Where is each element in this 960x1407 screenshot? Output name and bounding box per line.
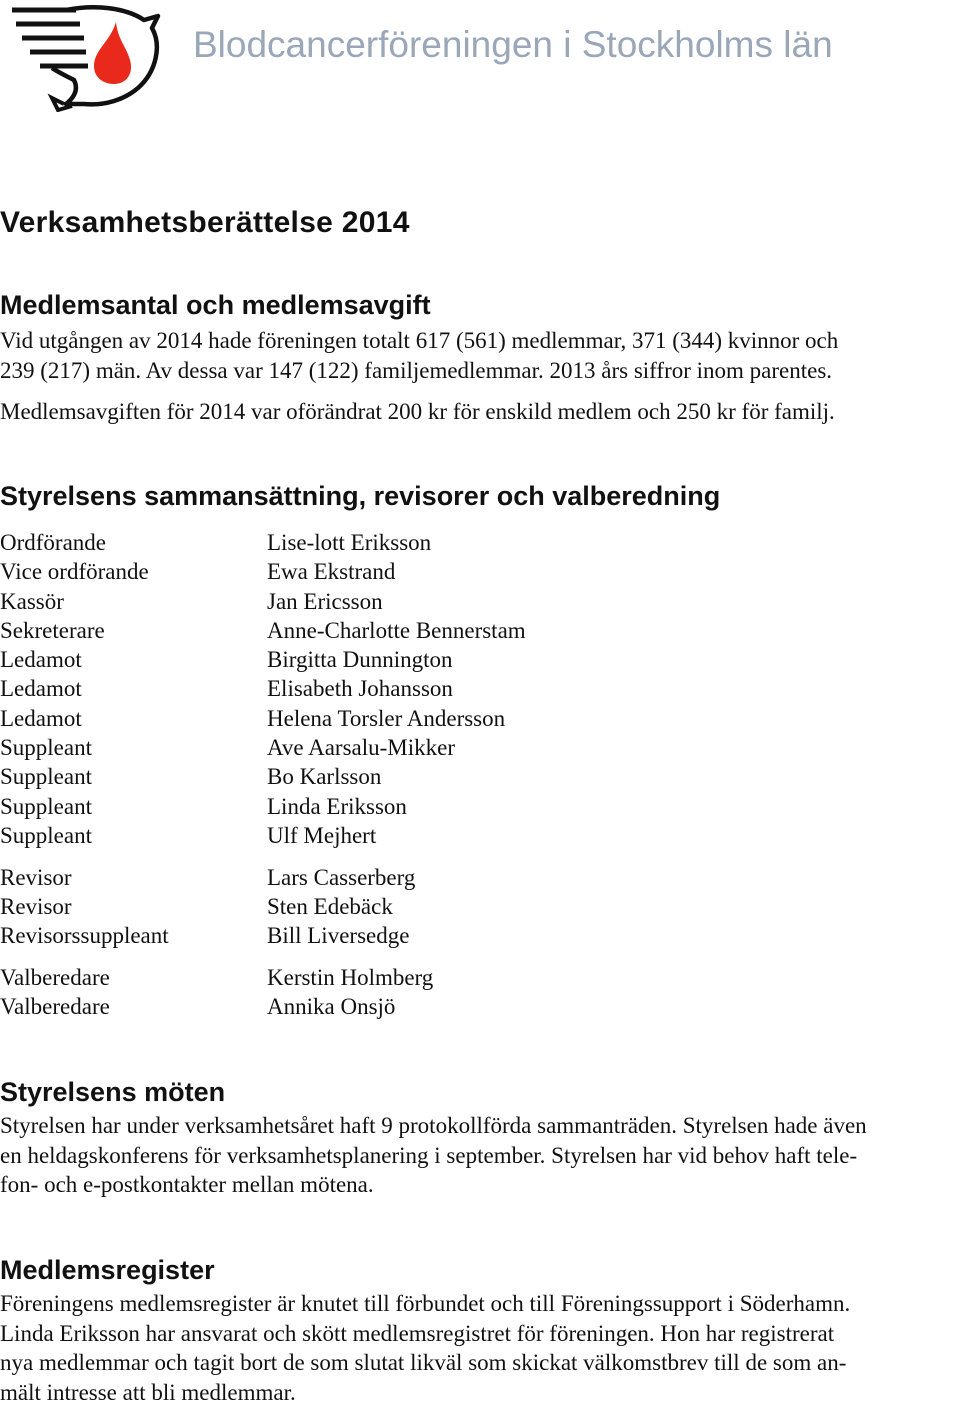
person-name: Sten Edebäck [267, 892, 393, 921]
role-label: Suppleant [0, 792, 267, 821]
board-roster [0, 528, 700, 1022]
person-name: Linda Eriksson [267, 792, 407, 821]
register-line-4: mält intresse att bli medlemmar. [0, 1378, 850, 1407]
members-line-2: 239 (217) män. Av dessa var 147 (122) familjemedlemmar. 2013 års siffror inom parentes. [0, 356, 838, 386]
person-name: Ulf Mejhert [267, 821, 376, 850]
roster-row [0, 528, 700, 557]
person-name: Lise-lott Eriksson [267, 528, 431, 557]
roster-row [0, 921, 700, 950]
register-line-1: Föreningens medlemsregister är knutet till förbundet och till Föreningssupport i Söderhamn. [0, 1289, 850, 1319]
person-name: Helena Torsler Andersson [267, 704, 505, 733]
register-line-3: nya medlemmar och tagit bort de som slutat likväl som skickat välkomstbrev till de som an- [0, 1348, 850, 1378]
person-name: Ewa Ekstrand [267, 557, 395, 586]
role-label: Revisorssuppleant [0, 921, 267, 950]
roster-row [0, 557, 700, 586]
roster-row [0, 674, 700, 703]
auditor-group [0, 863, 700, 951]
person-name: Ave Aarsalu-Mikker [267, 733, 455, 762]
role-label: Suppleant [0, 821, 267, 850]
roster-row [0, 892, 700, 921]
meetings-line-3: fon- och e-postkontakter mellan mötena. [0, 1170, 867, 1200]
roster-row [0, 733, 700, 762]
dove-logo-icon [6, 2, 166, 112]
board-heading: Styrelsens sammansättning, revisorer och valberedning [0, 481, 720, 512]
roster-row [0, 792, 700, 821]
roster-row [0, 762, 700, 791]
roster-row [0, 992, 700, 1021]
role-label: Vice ordförande [0, 557, 267, 586]
person-name: Anne-Charlotte Bennerstam [267, 616, 526, 645]
person-name: Birgitta Dunnington [267, 645, 453, 674]
role-label: Ledamot [0, 645, 267, 674]
roster-row [0, 616, 700, 645]
role-label: Ledamot [0, 704, 267, 733]
person-name: Annika Onsjö [267, 992, 395, 1021]
register-paragraph [0, 1289, 850, 1407]
roster-row [0, 863, 700, 892]
person-name: Kerstin Holmberg [267, 963, 433, 992]
nomination-group [0, 963, 700, 1022]
members-line-3: Medlemsavgiften för 2014 var oförändrat 200 kr för enskild medlem och 250 kr för familj. [0, 397, 838, 427]
register-line-2: Linda Eriksson har ansvarat och skött medlemsregistret för föreningen. Hon har registrerat [0, 1319, 850, 1349]
roster-row [0, 963, 700, 992]
person-name: Lars Casserberg [267, 863, 415, 892]
members-paragraph [0, 326, 838, 427]
role-label: Revisor [0, 863, 267, 892]
person-name: Jan Ericsson [267, 587, 383, 616]
role-label: Suppleant [0, 733, 267, 762]
roster-row [0, 821, 700, 850]
board-group [0, 528, 700, 850]
organization-name: Blodcancerföreningen i Stockholms län [193, 24, 833, 66]
roster-row [0, 704, 700, 733]
person-name: Bill Liversedge [267, 921, 409, 950]
register-heading: Medlemsregister [0, 1255, 215, 1286]
role-label: Valberedare [0, 963, 267, 992]
role-label: Ledamot [0, 674, 267, 703]
roster-row [0, 587, 700, 616]
members-heading: Medlemsantal och medlemsavgift [0, 290, 431, 321]
role-label: Kassör [0, 587, 267, 616]
person-name: Bo Karlsson [267, 762, 381, 791]
role-label: Suppleant [0, 762, 267, 791]
role-label: Ordförande [0, 528, 267, 557]
members-line-1: Vid utgången av 2014 hade föreningen totalt 617 (561) medlemmar, 371 (344) kvinnor och [0, 326, 838, 356]
meetings-heading: Styrelsens möten [0, 1077, 225, 1108]
role-label: Valberedare [0, 992, 267, 1021]
person-name: Elisabeth Johansson [267, 674, 453, 703]
meetings-line-1: Styrelsen har under verksamhetsåret haft 9 protokollförda sammanträden. Styrelsen hade även [0, 1111, 867, 1141]
meetings-line-2: en heldagskonferens för verksamhetsplanering i september. Styrelsen har vid behov haft tele- [0, 1141, 867, 1171]
document-title: Verksamhetsberättelse 2014 [0, 206, 410, 240]
role-label: Sekreterare [0, 616, 267, 645]
roster-row [0, 645, 700, 674]
meetings-paragraph [0, 1111, 867, 1200]
role-label: Revisor [0, 892, 267, 921]
